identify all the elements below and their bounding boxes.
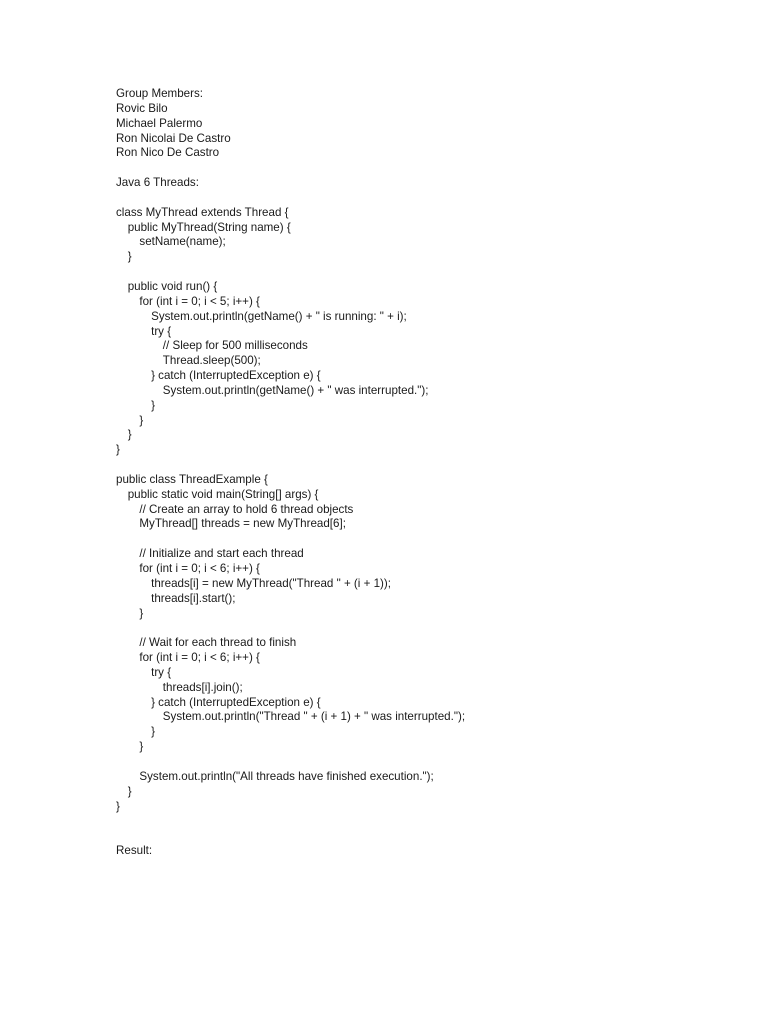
code-line: System.out.println("Thread " + (i + 1) + " was interrupted."); <box>162 710 466 724</box>
code-comment: // Create an array to hold 6 thread objects <box>139 502 354 516</box>
code-comment: // Initialize and start each thread <box>139 547 304 561</box>
code-line: class MyThread extends Thread { <box>116 205 289 219</box>
code-line: System.out.println("All threads have finished execution."); <box>139 769 434 783</box>
code-comment: // Sleep for 500 milliseconds <box>162 339 308 353</box>
code-line: public MyThread(String name) { <box>127 220 291 234</box>
member-name: Michael Palermo <box>116 116 203 130</box>
code-line: } <box>139 413 144 427</box>
code-line <box>116 265 736 280</box>
code-line: threads[i].join(); <box>162 680 243 694</box>
blank-line <box>116 161 736 176</box>
blank-line <box>116 829 736 844</box>
code-line: } <box>139 740 144 754</box>
member-name: Rovic Bilo <box>116 101 168 115</box>
blank-line <box>116 191 736 206</box>
code-line: } <box>127 428 132 442</box>
code-line: threads[i].start(); <box>151 591 236 605</box>
code-line: for (int i = 0; i < 6; i++) { <box>139 562 260 575</box>
code-line: System.out.println(getName() + " is running: " + i); <box>151 309 407 323</box>
section-title: Java 6 Threads: <box>116 176 199 190</box>
code-comment: // Wait for each thread to finish <box>139 636 297 650</box>
code-line: } <box>116 443 120 457</box>
code-line <box>116 532 736 547</box>
code-line: } <box>127 784 132 798</box>
blank-line <box>116 814 736 829</box>
member-name: Ron Nicolai De Castro <box>116 131 231 145</box>
code-line: System.out.println(getName() + " was interrupted."); <box>162 383 429 397</box>
group-members-heading: Group Members: <box>116 87 203 100</box>
code-line: } <box>127 250 132 264</box>
code-line: for (int i = 0; i < 6; i++) { <box>139 651 260 665</box>
code-line <box>116 621 736 636</box>
member-name: Ron Nico De Castro <box>116 146 220 160</box>
document-body <box>116 87 736 859</box>
code-line: } <box>151 398 155 412</box>
code-line: } catch (InterruptedException e) { <box>151 695 321 709</box>
code-line: public void run() { <box>127 279 218 293</box>
code-line: setName(name); <box>139 235 226 249</box>
code-line: public class ThreadExample { <box>116 472 268 486</box>
blank-line <box>116 458 736 473</box>
code-line: Thread.sleep(500); <box>162 354 261 368</box>
code-line: } <box>116 799 120 813</box>
code-line: } <box>151 725 155 739</box>
code-line <box>116 755 736 770</box>
code-line: try { <box>151 324 172 338</box>
code-line: for (int i = 0; i < 5; i++) { <box>139 294 260 308</box>
result-label: Result: <box>116 844 153 858</box>
code-line: try { <box>151 665 172 679</box>
code-line: MyThread[] threads = new MyThread[6]; <box>139 517 346 531</box>
code-line: } catch (InterruptedException e) { <box>151 369 321 383</box>
code-line: } <box>139 606 144 620</box>
code-line: threads[i] = new MyThread("Thread " + (i + 1)); <box>151 576 391 590</box>
code-line: public static void main(String[] args) { <box>127 487 319 501</box>
